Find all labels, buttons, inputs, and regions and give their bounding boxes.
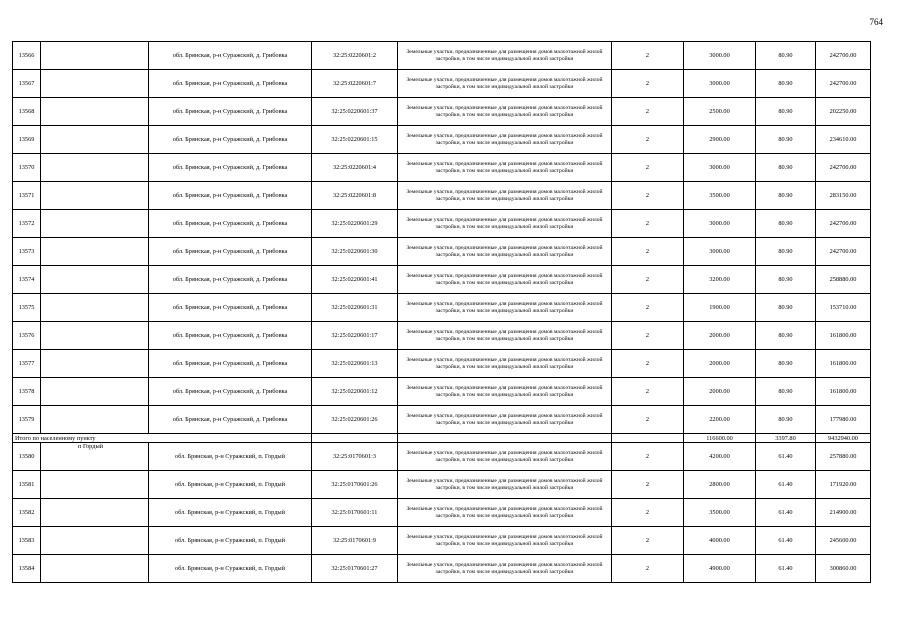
cadastral-number: 32:25:0170601:27 xyxy=(312,555,398,583)
address-cell: обл. Брянская, р-н Суражский, п. Гордый xyxy=(149,471,312,499)
cadastral-number: 32:25:0170601:26 xyxy=(312,471,398,499)
row-number: 13584 xyxy=(13,555,41,583)
table-row xyxy=(13,154,871,182)
area-value: 3000.00 xyxy=(684,70,756,98)
row-number: 13571 xyxy=(13,182,41,210)
area-value: 3200.00 xyxy=(684,266,756,294)
row-number: 13582 xyxy=(13,499,41,527)
area-value: 3500.00 xyxy=(684,182,756,210)
row-number: 13576 xyxy=(13,322,41,350)
table-row xyxy=(13,378,871,406)
address-cell: обл. Брянская, р-н Суражский, д. Грибовка xyxy=(149,238,312,266)
area-value: 1900.00 xyxy=(684,294,756,322)
row-number: 13569 xyxy=(13,126,41,154)
group-number: 2 xyxy=(612,42,684,70)
price-value: 80.90 xyxy=(756,266,816,294)
row-number: 13575 xyxy=(13,294,41,322)
cadastral-value: 242700.00 xyxy=(816,238,871,266)
cadastral-value: 300860.00 xyxy=(816,555,871,583)
cadastral-value: 171920.00 xyxy=(816,471,871,499)
row-number: 13583 xyxy=(13,527,41,555)
group-number: 2 xyxy=(612,350,684,378)
area-value: 4000.00 xyxy=(684,527,756,555)
cadastral-value: 153710.00 xyxy=(816,294,871,322)
category-description: Земельные участки, предназначенные для размещения домов малоэтажной жилой застройки, в том числе индивидуальной жилой застройки xyxy=(398,182,612,210)
area-value: 4200.00 xyxy=(684,443,756,471)
table-row xyxy=(13,555,871,583)
category-description: Земельные участки, предназначенные для размещения домов малоэтажной жилой застройки, в том числе индивидуальной жилой застройки xyxy=(398,378,612,406)
empty-cell xyxy=(41,378,149,406)
price-value: 80.90 xyxy=(756,294,816,322)
locality-label: п Гордый xyxy=(41,443,149,471)
cadastral-value: 258880.00 xyxy=(816,266,871,294)
table-row xyxy=(13,322,871,350)
price-value: 80.90 xyxy=(756,210,816,238)
total-price: 3397.80 xyxy=(756,434,816,443)
address-cell: обл. Брянская, р-н Суражский, д. Грибовка xyxy=(149,322,312,350)
group-number: 2 xyxy=(612,210,684,238)
address-cell: обл. Брянская, р-н Суражский, д. Грибовка xyxy=(149,42,312,70)
area-value: 2000.00 xyxy=(684,378,756,406)
cadastral-value: 242700.00 xyxy=(816,70,871,98)
category-description: Земельные участки, предназначенные для размещения домов малоэтажной жилой застройки, в том числе индивидуальной жилой застройки xyxy=(398,98,612,126)
empty-cell xyxy=(41,555,149,583)
area-value: 3000.00 xyxy=(684,42,756,70)
category-description: Земельные участки, предназначенные для размещения домов малоэтажной жилой застройки, в том числе индивидуальной жилой застройки xyxy=(398,527,612,555)
group-number: 2 xyxy=(612,527,684,555)
cadastral-value: 234610.00 xyxy=(816,126,871,154)
price-value: 80.90 xyxy=(756,154,816,182)
address-cell: обл. Брянская, р-н Суражский, д. Грибовка xyxy=(149,378,312,406)
group-number: 2 xyxy=(612,238,684,266)
empty-cell xyxy=(41,210,149,238)
address-cell: обл. Брянская, р-н Суражский, д. Грибовка xyxy=(149,154,312,182)
empty-cell xyxy=(41,471,149,499)
cadastral-number: 32:25:0220601:26 xyxy=(312,406,398,434)
table-row xyxy=(13,98,871,126)
table-row xyxy=(13,126,871,154)
cadastral-value: 161800.00 xyxy=(816,378,871,406)
group-number: 2 xyxy=(612,443,684,471)
category-description: Земельные участки, предназначенные для размещения домов малоэтажной жилой застройки, в том числе индивидуальной жилой застройки xyxy=(398,499,612,527)
total-value: 9432940.00 xyxy=(816,434,871,443)
cadastral-value: 242700.00 xyxy=(816,210,871,238)
group-number: 2 xyxy=(612,294,684,322)
cadastral-number: 32:25:0220601:37 xyxy=(312,98,398,126)
cadastral-number: 32:25:0170601:9 xyxy=(312,527,398,555)
land-registry-table xyxy=(12,41,871,583)
address-cell: обл. Брянская, р-н Суражский, д. Грибовка xyxy=(149,98,312,126)
address-cell: обл. Брянская, р-н Суражский, п. Гордый xyxy=(149,527,312,555)
group-number: 2 xyxy=(612,555,684,583)
table-row xyxy=(13,527,871,555)
category-description: Земельные участки, предназначенные для размещения домов малоэтажной жилой застройки, в том числе индивидуальной жилой застройки xyxy=(398,322,612,350)
price-value: 80.90 xyxy=(756,70,816,98)
cadastral-value: 257880.00 xyxy=(816,443,871,471)
cadastral-number: 32:25:0220601:13 xyxy=(312,350,398,378)
address-cell: обл. Брянская, р-н Суражский, д. Грибовка xyxy=(149,70,312,98)
cadastral-value: 242700.00 xyxy=(816,154,871,182)
price-value: 80.90 xyxy=(756,378,816,406)
cadastral-number: 32:25:0220601:7 xyxy=(312,70,398,98)
price-value: 61.40 xyxy=(756,527,816,555)
cadastral-number: 32:25:0220601:30 xyxy=(312,238,398,266)
table-row xyxy=(13,266,871,294)
row-number: 13580 xyxy=(13,443,41,471)
empty-cell xyxy=(41,42,149,70)
cadastral-number: 32:25:0220601:31 xyxy=(312,294,398,322)
price-value: 61.40 xyxy=(756,555,816,583)
table-row xyxy=(13,350,871,378)
cadastral-number: 32:25:0220601:15 xyxy=(312,126,398,154)
area-value: 2200.00 xyxy=(684,406,756,434)
row-number: 13581 xyxy=(13,471,41,499)
table-row xyxy=(13,406,871,434)
empty-cell xyxy=(41,182,149,210)
category-description: Земельные участки, предназначенные для размещения домов малоэтажной жилой застройки, в том числе индивидуальной жилой застройки xyxy=(398,70,612,98)
group-number: 2 xyxy=(612,266,684,294)
total-empty-group xyxy=(612,434,684,443)
rows-after xyxy=(13,443,871,583)
address-cell: обл. Брянская, р-н Суражский, п. Гордый xyxy=(149,443,312,471)
group-number: 2 xyxy=(612,182,684,210)
row-number: 13579 xyxy=(13,406,41,434)
row-number: 13574 xyxy=(13,266,41,294)
cadastral-value: 161800.00 xyxy=(816,322,871,350)
cadastral-number: 32:25:0220601:17 xyxy=(312,322,398,350)
table-row xyxy=(13,499,871,527)
area-value: 2000.00 xyxy=(684,350,756,378)
address-cell: обл. Брянская, р-н Суражский, д. Грибовка xyxy=(149,406,312,434)
table-row xyxy=(13,294,871,322)
row-number: 13577 xyxy=(13,350,41,378)
price-value: 80.90 xyxy=(756,350,816,378)
price-value: 61.40 xyxy=(756,499,816,527)
category-description: Земельные участки, предназначенные для размещения домов малоэтажной жилой застройки, в том числе индивидуальной жилой застройки xyxy=(398,443,612,471)
area-value: 2900.00 xyxy=(684,126,756,154)
empty-cell xyxy=(41,350,149,378)
total-empty-category xyxy=(398,434,612,443)
empty-cell xyxy=(41,499,149,527)
address-cell: обл. Брянская, р-н Суражский, п. Гордый xyxy=(149,499,312,527)
total-label: Итого по населенному пункту xyxy=(13,434,312,443)
price-value: 80.90 xyxy=(756,126,816,154)
empty-cell xyxy=(41,70,149,98)
group-number: 2 xyxy=(612,322,684,350)
row-number: 13570 xyxy=(13,154,41,182)
cadastral-number: 32:25:0220601:29 xyxy=(312,210,398,238)
category-description: Земельные участки, предназначенные для размещения домов малоэтажной жилой застройки, в том числе индивидуальной жилой застройки xyxy=(398,42,612,70)
empty-cell xyxy=(41,126,149,154)
area-value: 4900.00 xyxy=(684,555,756,583)
category-description: Земельные участки, предназначенные для размещения домов малоэтажной жилой застройки, в том числе индивидуальной жилой застройки xyxy=(398,555,612,583)
empty-cell xyxy=(41,406,149,434)
cadastral-number: 32:25:0220601:12 xyxy=(312,378,398,406)
category-description: Земельные участки, предназначенные для размещения домов малоэтажной жилой застройки, в том числе индивидуальной жилой застройки xyxy=(398,210,612,238)
total-empty-cadastral xyxy=(312,434,398,443)
area-value: 3000.00 xyxy=(684,238,756,266)
price-value: 80.90 xyxy=(756,98,816,126)
row-number: 13573 xyxy=(13,238,41,266)
address-cell: обл. Брянская, р-н Суражский, д. Грибовка xyxy=(149,210,312,238)
row-number: 13578 xyxy=(13,378,41,406)
empty-cell xyxy=(41,98,149,126)
address-cell: обл. Брянская, р-н Суражский, д. Грибовка xyxy=(149,182,312,210)
empty-cell xyxy=(41,294,149,322)
category-description: Земельные участки, предназначенные для размещения домов малоэтажной жилой застройки, в том числе индивидуальной жилой застройки xyxy=(398,294,612,322)
cadastral-value: 177980.00 xyxy=(816,406,871,434)
cadastral-value: 161800.00 xyxy=(816,350,871,378)
cadastral-value: 245600.00 xyxy=(816,527,871,555)
cadastral-number: 32:25:0170601:11 xyxy=(312,499,398,527)
category-description: Земельные участки, предназначенные для размещения домов малоэтажной жилой застройки, в том числе индивидуальной жилой застройки xyxy=(398,126,612,154)
area-value: 2800.00 xyxy=(684,471,756,499)
group-number: 2 xyxy=(612,471,684,499)
cadastral-value: 283150.00 xyxy=(816,182,871,210)
address-cell: обл. Брянская, р-н Суражский, п. Гордый xyxy=(149,555,312,583)
cadastral-number: 32:25:0220601:41 xyxy=(312,266,398,294)
rows-before xyxy=(13,42,871,434)
table-row xyxy=(13,182,871,210)
cadastral-number: 32:25:0220601:2 xyxy=(312,42,398,70)
address-cell: обл. Брянская, р-н Суражский, д. Грибовка xyxy=(149,266,312,294)
category-description: Земельные участки, предназначенные для размещения домов малоэтажной жилой застройки, в том числе индивидуальной жилой застройки xyxy=(398,266,612,294)
price-value: 80.90 xyxy=(756,238,816,266)
total-row xyxy=(13,434,871,443)
row-number: 13568 xyxy=(13,98,41,126)
price-value: 80.90 xyxy=(756,182,816,210)
table-row xyxy=(13,42,871,70)
table-row xyxy=(13,471,871,499)
row-number: 13567 xyxy=(13,70,41,98)
area-value: 2000.00 xyxy=(684,322,756,350)
category-description: Земельные участки, предназначенные для размещения домов малоэтажной жилой застройки, в том числе индивидуальной жилой застройки xyxy=(398,350,612,378)
area-value: 2500.00 xyxy=(684,98,756,126)
group-number: 2 xyxy=(612,499,684,527)
empty-cell xyxy=(41,238,149,266)
cadastral-number: 32:25:0220601:4 xyxy=(312,154,398,182)
address-cell: обл. Брянская, р-н Суражский, д. Грибовка xyxy=(149,350,312,378)
price-value: 80.90 xyxy=(756,42,816,70)
price-value: 80.90 xyxy=(756,322,816,350)
category-description: Земельные участки, предназначенные для размещения домов малоэтажной жилой застройки, в том числе индивидуальной жилой застройки xyxy=(398,406,612,434)
cadastral-number: 32:25:0220601:8 xyxy=(312,182,398,210)
area-value: 3500.00 xyxy=(684,499,756,527)
price-value: 61.40 xyxy=(756,443,816,471)
total-area: 116600.00 xyxy=(684,434,756,443)
table-row xyxy=(13,238,871,266)
address-cell: обл. Брянская, р-н Суражский, д. Грибовка xyxy=(149,294,312,322)
area-value: 3000.00 xyxy=(684,154,756,182)
table-row xyxy=(13,210,871,238)
category-description: Земельные участки, предназначенные для размещения домов малоэтажной жилой застройки, в том числе индивидуальной жилой застройки xyxy=(398,154,612,182)
price-value: 61.40 xyxy=(756,471,816,499)
price-value: 80.90 xyxy=(756,406,816,434)
category-description: Земельные участки, предназначенные для размещения домов малоэтажной жилой застройки, в том числе индивидуальной жилой застройки xyxy=(398,471,612,499)
empty-cell xyxy=(41,154,149,182)
table-row xyxy=(13,70,871,98)
empty-cell xyxy=(41,527,149,555)
row-number: 13572 xyxy=(13,210,41,238)
row-number: 13566 xyxy=(13,42,41,70)
cadastral-value: 242700.00 xyxy=(816,42,871,70)
cadastral-value: 202250.00 xyxy=(816,98,871,126)
address-cell: обл. Брянская, р-н Суражский, д. Грибовка xyxy=(149,126,312,154)
empty-cell xyxy=(41,266,149,294)
group-number: 2 xyxy=(612,126,684,154)
group-number: 2 xyxy=(612,378,684,406)
page-number: 764 xyxy=(869,17,883,27)
category-description: Земельные участки, предназначенные для размещения домов малоэтажной жилой застройки, в том числе индивидуальной жилой застройки xyxy=(398,238,612,266)
group-number: 2 xyxy=(612,70,684,98)
cadastral-value: 214900.00 xyxy=(816,499,871,527)
group-number: 2 xyxy=(612,98,684,126)
area-value: 3000.00 xyxy=(684,210,756,238)
group-number: 2 xyxy=(612,154,684,182)
group-number: 2 xyxy=(612,406,684,434)
table-row xyxy=(13,443,871,471)
empty-cell xyxy=(41,322,149,350)
cadastral-number: 32:25:0170601:3 xyxy=(312,443,398,471)
